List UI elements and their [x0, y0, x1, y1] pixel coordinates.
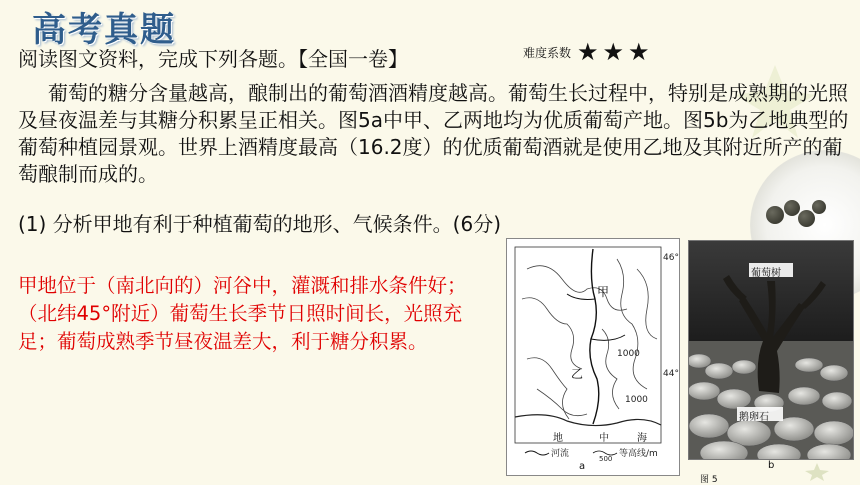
photo-label-stone: 鹅卵石: [739, 412, 769, 423]
map-place-yi: 乙: [571, 367, 584, 381]
answer-text: 甲地位于（南北向的）河谷中，灌溉和排水条件好；（北纬45°附近）葡萄生长季节日照时间长，光照充足；葡萄成熟季节昼夜温差大，利于糖分积累。: [18, 274, 467, 353]
slide-title: 高考真题: [32, 10, 176, 50]
map-drawing: [507, 239, 679, 475]
figure-5a-map: [506, 238, 680, 476]
map-sea-char: 中: [599, 433, 609, 444]
map-contour-label: 1000: [617, 349, 640, 359]
instruction-text: 阅读图文资料，完成下列各题。【全国一卷】: [18, 47, 408, 71]
star-icon: ★: [628, 38, 650, 66]
legend-river-label: 河流: [551, 449, 570, 459]
star-icon: ★: [602, 38, 625, 66]
map-latitude-bottom: 44°: [663, 369, 679, 379]
figure-caption: 图 5: [700, 475, 718, 485]
passage-text: 葡萄的糖分含量越高，酿制出的葡萄酒酒精度越高。葡萄生长过程中，特别是成熟期的光照及昼夜温差与其糖分积累呈正相关。图5a中甲、乙两地均为优质葡萄产地。图5b为乙地典型的葡萄种植园景观。世界上酒精度最高（16.2度）的优质葡萄酒就是使用乙地及其附近所产的葡萄酿制而成的。: [18, 81, 849, 186]
legend-contour-label: 等高线/m: [619, 449, 658, 459]
map-sea-char: 地: [553, 433, 563, 444]
map-place-jia: 甲: [597, 285, 610, 299]
star-icon: ★: [577, 38, 599, 66]
photo-label-vine: 葡萄树: [751, 268, 781, 279]
figure-a-label: a: [579, 461, 586, 472]
question-text: (1) 分析甲地有利于种植葡萄的地形、气候条件。(6分): [18, 212, 502, 236]
map-sea-char: 海: [637, 433, 647, 444]
map-contour-label: 1000: [625, 395, 648, 405]
figure-b-label: b: [768, 460, 775, 471]
difficulty-label: 难度系数: [523, 45, 572, 60]
leaf-decoration-icon: [804, 462, 830, 482]
legend-contour-value: 500: [599, 455, 613, 463]
figure-5b-photo: [688, 240, 854, 460]
map-latitude-top: 46°: [663, 253, 679, 263]
